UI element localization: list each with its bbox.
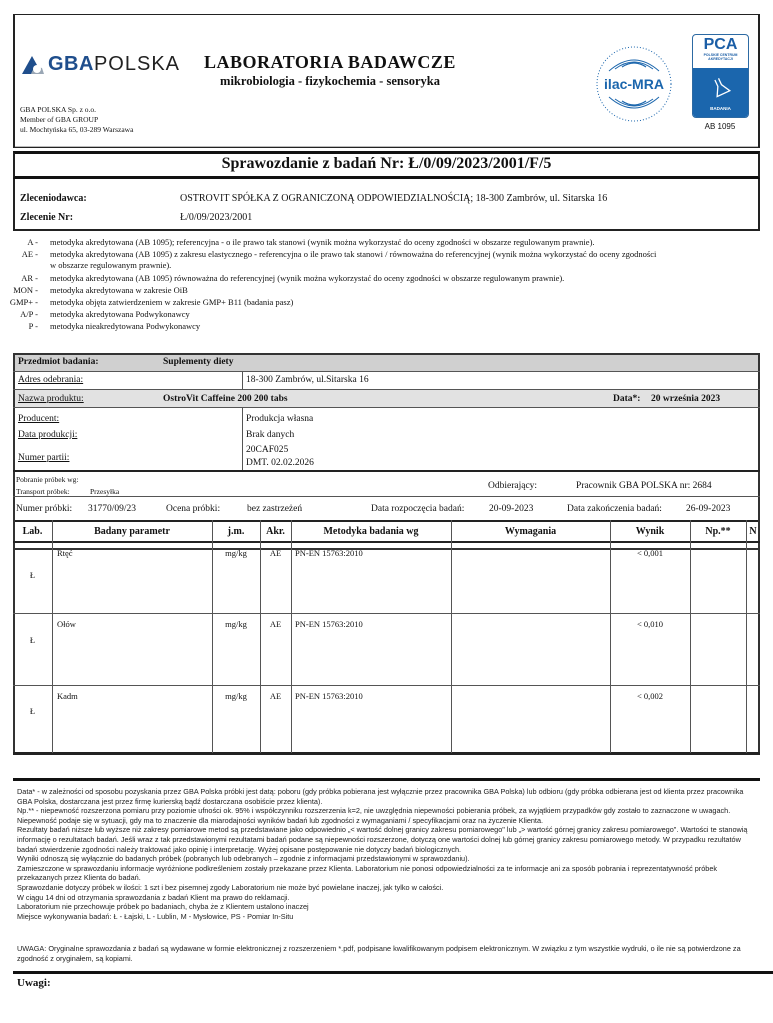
col-method: Metodyka badania wg <box>323 526 419 537</box>
flask-icon <box>711 76 731 98</box>
svg-text:ilac-MRA: ilac-MRA <box>604 76 664 92</box>
legend-item: A - metodyka akredytowana (AB 1095); referencyjna - o ile prawo tak stanowi (wynik można wykorzystać do oceny zgodności w obszarze regulowanym prawnie). <box>27 237 595 247</box>
company-street: ul. Mochtyńska 65, 03-289 Warszawa <box>20 125 134 134</box>
order-label: Zlecenie Nr: <box>20 212 74 223</box>
row2-lab: Ł <box>29 635 36 645</box>
sampling-label: Pobranie próbek wg: <box>16 475 79 484</box>
subject-value: Suplementy diety <box>163 357 234 367</box>
batch-value: 20CAF025 <box>246 445 289 455</box>
company-name: GBA POLSKA Sp. z o.o. <box>20 105 97 114</box>
address-label: Adres odebrania: <box>18 375 84 385</box>
electronic-original-notice: UWAGA: Oryginalne sprawozdania z badań są wydawane w formie elektronicznej z rozszerzeniem *.pdf, podpisane kwalifikowanym podpisem elektronicznym. W związku z tym wszystkie wydruki, o ile nie są potwierdzone za zgodność z oryginałem, są kopiami. <box>17 944 741 963</box>
row3-lab: Ł <box>29 706 36 716</box>
row2-akr: AE <box>269 619 282 629</box>
date-value: 20 września 2023 <box>651 394 721 404</box>
product-name-label: Nazwa produktu: <box>18 394 84 404</box>
receiver-label: Odbierający: <box>488 481 538 491</box>
report-title: Sprawozdanie z badań Nr: Ł/0/09/2023/2001/F/5 <box>221 155 552 172</box>
gba-mountain-icon <box>22 54 48 74</box>
date-label: Data*: <box>613 394 641 404</box>
footer-divider <box>13 778 760 781</box>
col-requirements: Wymagania <box>504 526 557 537</box>
producer-value: Produkcja własna <box>246 414 314 424</box>
row3-result: < 0,002 <box>636 691 664 701</box>
row2-param: Ołów <box>57 619 76 629</box>
row2-method: PN-EN 15763:2010 <box>295 619 363 629</box>
lab-title: LABORATORIA BADAWCZE <box>204 52 456 72</box>
sample-number-label: Numer próbki: <box>16 504 73 514</box>
company-address <box>20 105 133 135</box>
row2-unit: mg/kg <box>225 619 247 629</box>
company-member: Member of GBA GROUP <box>20 115 99 124</box>
remarks-label: Uwagi: <box>17 977 51 989</box>
row1-param: Rtęć <box>57 548 73 558</box>
pca-word: PCA <box>703 36 738 53</box>
row3-akr: AE <box>269 691 282 701</box>
end-date-value: 26-09-2023 <box>686 504 731 514</box>
legend-item: A/P - metodyka akredytowana Podwykonawcy <box>20 309 190 319</box>
col-parameter: Badany parametr <box>94 526 170 537</box>
start-date-label: Data rozpoczęcia badań: <box>371 504 465 514</box>
row3-method: PN-EN 15763:2010 <box>295 691 363 701</box>
logo-gba-text: GBA <box>48 52 94 75</box>
pca-accreditation-badge: PCA POLSKIE CENTRUM AKREDYTACJI BADANIA <box>692 34 749 118</box>
address-value: 18-300 Zambrów, ul.Sitarska 16 <box>246 375 369 385</box>
sample-eval-label: Ocena próbki: <box>166 504 221 514</box>
row1-unit: mg/kg <box>225 548 247 558</box>
product-name-value: OstroVit Caffeine 200 200 tabs <box>163 394 288 404</box>
col-unit: j.m. <box>227 526 245 537</box>
row2-result: < 0,010 <box>636 619 664 629</box>
production-date-label: Data produkcji: <box>18 430 78 440</box>
legend-item: GMP+ - metodyka objęta zatwierdzeniem w zakresie GMP+ B11 (badania pasz) <box>9 297 294 307</box>
gba-polska-logo <box>22 52 180 76</box>
subject-label: Przedmiot badania: <box>18 357 99 367</box>
col-result: Wynik <box>635 526 665 537</box>
legend-item: P - metodyka nieakredytowana Podwykonawcy <box>28 321 201 331</box>
producer-label: Producent: <box>18 414 60 424</box>
lab-subtitle: mikrobiologia - fizykochemia - sensoryka <box>220 74 440 88</box>
row3-unit: mg/kg <box>225 691 247 701</box>
receiver-value: Pracownik GBA POLSKA nr: 2684 <box>576 481 712 491</box>
batch-label: Numer partii: <box>18 453 70 463</box>
ilac-mra-logo-icon <box>595 45 673 123</box>
sample-eval-value: bez zastrzeżeń <box>247 504 303 514</box>
client-label: Zleceniodawca: <box>20 193 87 204</box>
remarks-divider <box>13 971 773 974</box>
logo-polska-text: POLSKA <box>93 52 180 75</box>
row1-akr: AE <box>269 548 282 558</box>
col-accreditation: Akr. <box>266 526 285 537</box>
order-value: Ł/0/09/2023/2001 <box>180 212 253 223</box>
transport-value: Przesyłka <box>90 487 120 496</box>
start-date-value: 20-09-2023 <box>489 504 534 514</box>
col-uncertainty: Np.** <box>705 526 731 537</box>
legend-item: AR - metodyka akredytowana (AB 1095) równoważna do referencyjnej (wynik można wykorzystać do oceny zgodności w obszarze regulowanym prawnie). <box>21 273 565 283</box>
row1-lab: Ł <box>29 570 36 580</box>
col-lab: Lab. <box>22 526 43 537</box>
legend-item: AE - metodyka akredytowana (AB 1095) z zakresu elastycznego - referencyjna o ile prawo tak stanowi / równoważna do referencyjnej (wynik można wykorzystać do oceny zgodności <box>21 249 657 259</box>
row1-result: < 0,001 <box>636 548 664 558</box>
transport-label: Transport próbek: <box>16 487 70 496</box>
col-n: N <box>749 526 757 537</box>
legend-item: MON - metodyka akredytowana w zakresie OiB <box>13 285 188 295</box>
production-date-value: Brak danych <box>246 430 295 440</box>
best-before-value: DMT. 02.02.2026 <box>246 458 314 468</box>
client-box <box>13 179 760 231</box>
sample-number-value: 31770/09/23 <box>88 504 137 514</box>
end-date-label: Data zakończenia badań: <box>567 504 662 514</box>
legend-item-cont: w obszarze regulowanym prawnie). <box>50 260 172 270</box>
client-value: OSTROVIT SPÓŁKA Z OGRANICZONĄ ODPOWIEDZIALNOŚCIĄ; 18-300 Zambrów, ul. Sitarska 16 <box>180 193 608 204</box>
footer-notes: Data* - w zależności od sposobu pozyskania przez GBA Polska próbki jest datą: poboru (gdy próbka pobierana jest wyłącznie przez pracownika GBA Polska) lub odbioru (gdy próbka odbierana jest od klienta przez pracownika GBA Polska, dostarczana jest przez firmę kurierską bądź dostarczana osobiście przez klienta). Np.** - niepewność rozszerzona pomiaru przy poziomie ufności ok. 95% i współczynniku rozszerzenia k=2, nie uwzględnia niepewności pobierania próbek, za wyjątkiem przypadków gdy zostało to zaznaczone w uwagach. Niepewność podaje się w sytuacji, gdy ma to znaczenie dla miarodajności wyników badań lub zgodności z wymaganiami / specyfikacjami oraz na życzenie Klienta. Rezultaty badań niższe lub wyższe niż zakresy pomiarowe metod są przedstawiane jako odpowiednio „< wartość dolnej granicy zakresu pomiarowego" lub „> wartość górnej granicy zakresu pomiarowego". Wartości te stanowią informację o rezultatach badań. Jeśli wraz z tak przedstawionymi rezultatami badań podane są niepewności rozszerzone, dotyczą one wartości dolnej lub górnej granicy zakresu pomiarowego metody. W przypadku rezultatów badań stwierdzenie zgodności należy traktować jako opinię i interpretację. Wyżej opisane postępowanie nie dotyczy badań biologicznych. Wyniki odnoszą się wyłącznie do badanych próbek (pobranych lub odebranych – zgodnie z informacjami przedstawionymi w sprawozdaniu). Zamieszczone w sprawozdaniu informacje wyróżnione podkreśleniem zostały przekazane przez Klienta. Laboratorium nie ponosi odpowiedzialności za te informacje ani za sposób pobrania i reprezentatywność próbek przekazanych przez Klienta do badań. Sprawozdanie dotyczy próbek w ilości: 1 szt i bez pisemnej zgody Laboratorium nie może być powielane inaczej, jak tylko w całości. W ciągu 14 dni od otrzymania sprawozdania z badań Klient ma prawo do reklamacji. Laboratorium nie przechowuje próbek po badaniach, chyba że z Klientem ustalono inaczej Miejsce wykonywania badań: Ł - Łajski, L - Lublin, M - Mysłowice, PS - Pomiar In-Situ <box>17 787 748 921</box>
accreditation-number: AB 1095 <box>704 122 736 131</box>
row3-param: Kadm <box>57 691 78 701</box>
row1-method: PN-EN 15763:2010 <box>295 548 363 558</box>
